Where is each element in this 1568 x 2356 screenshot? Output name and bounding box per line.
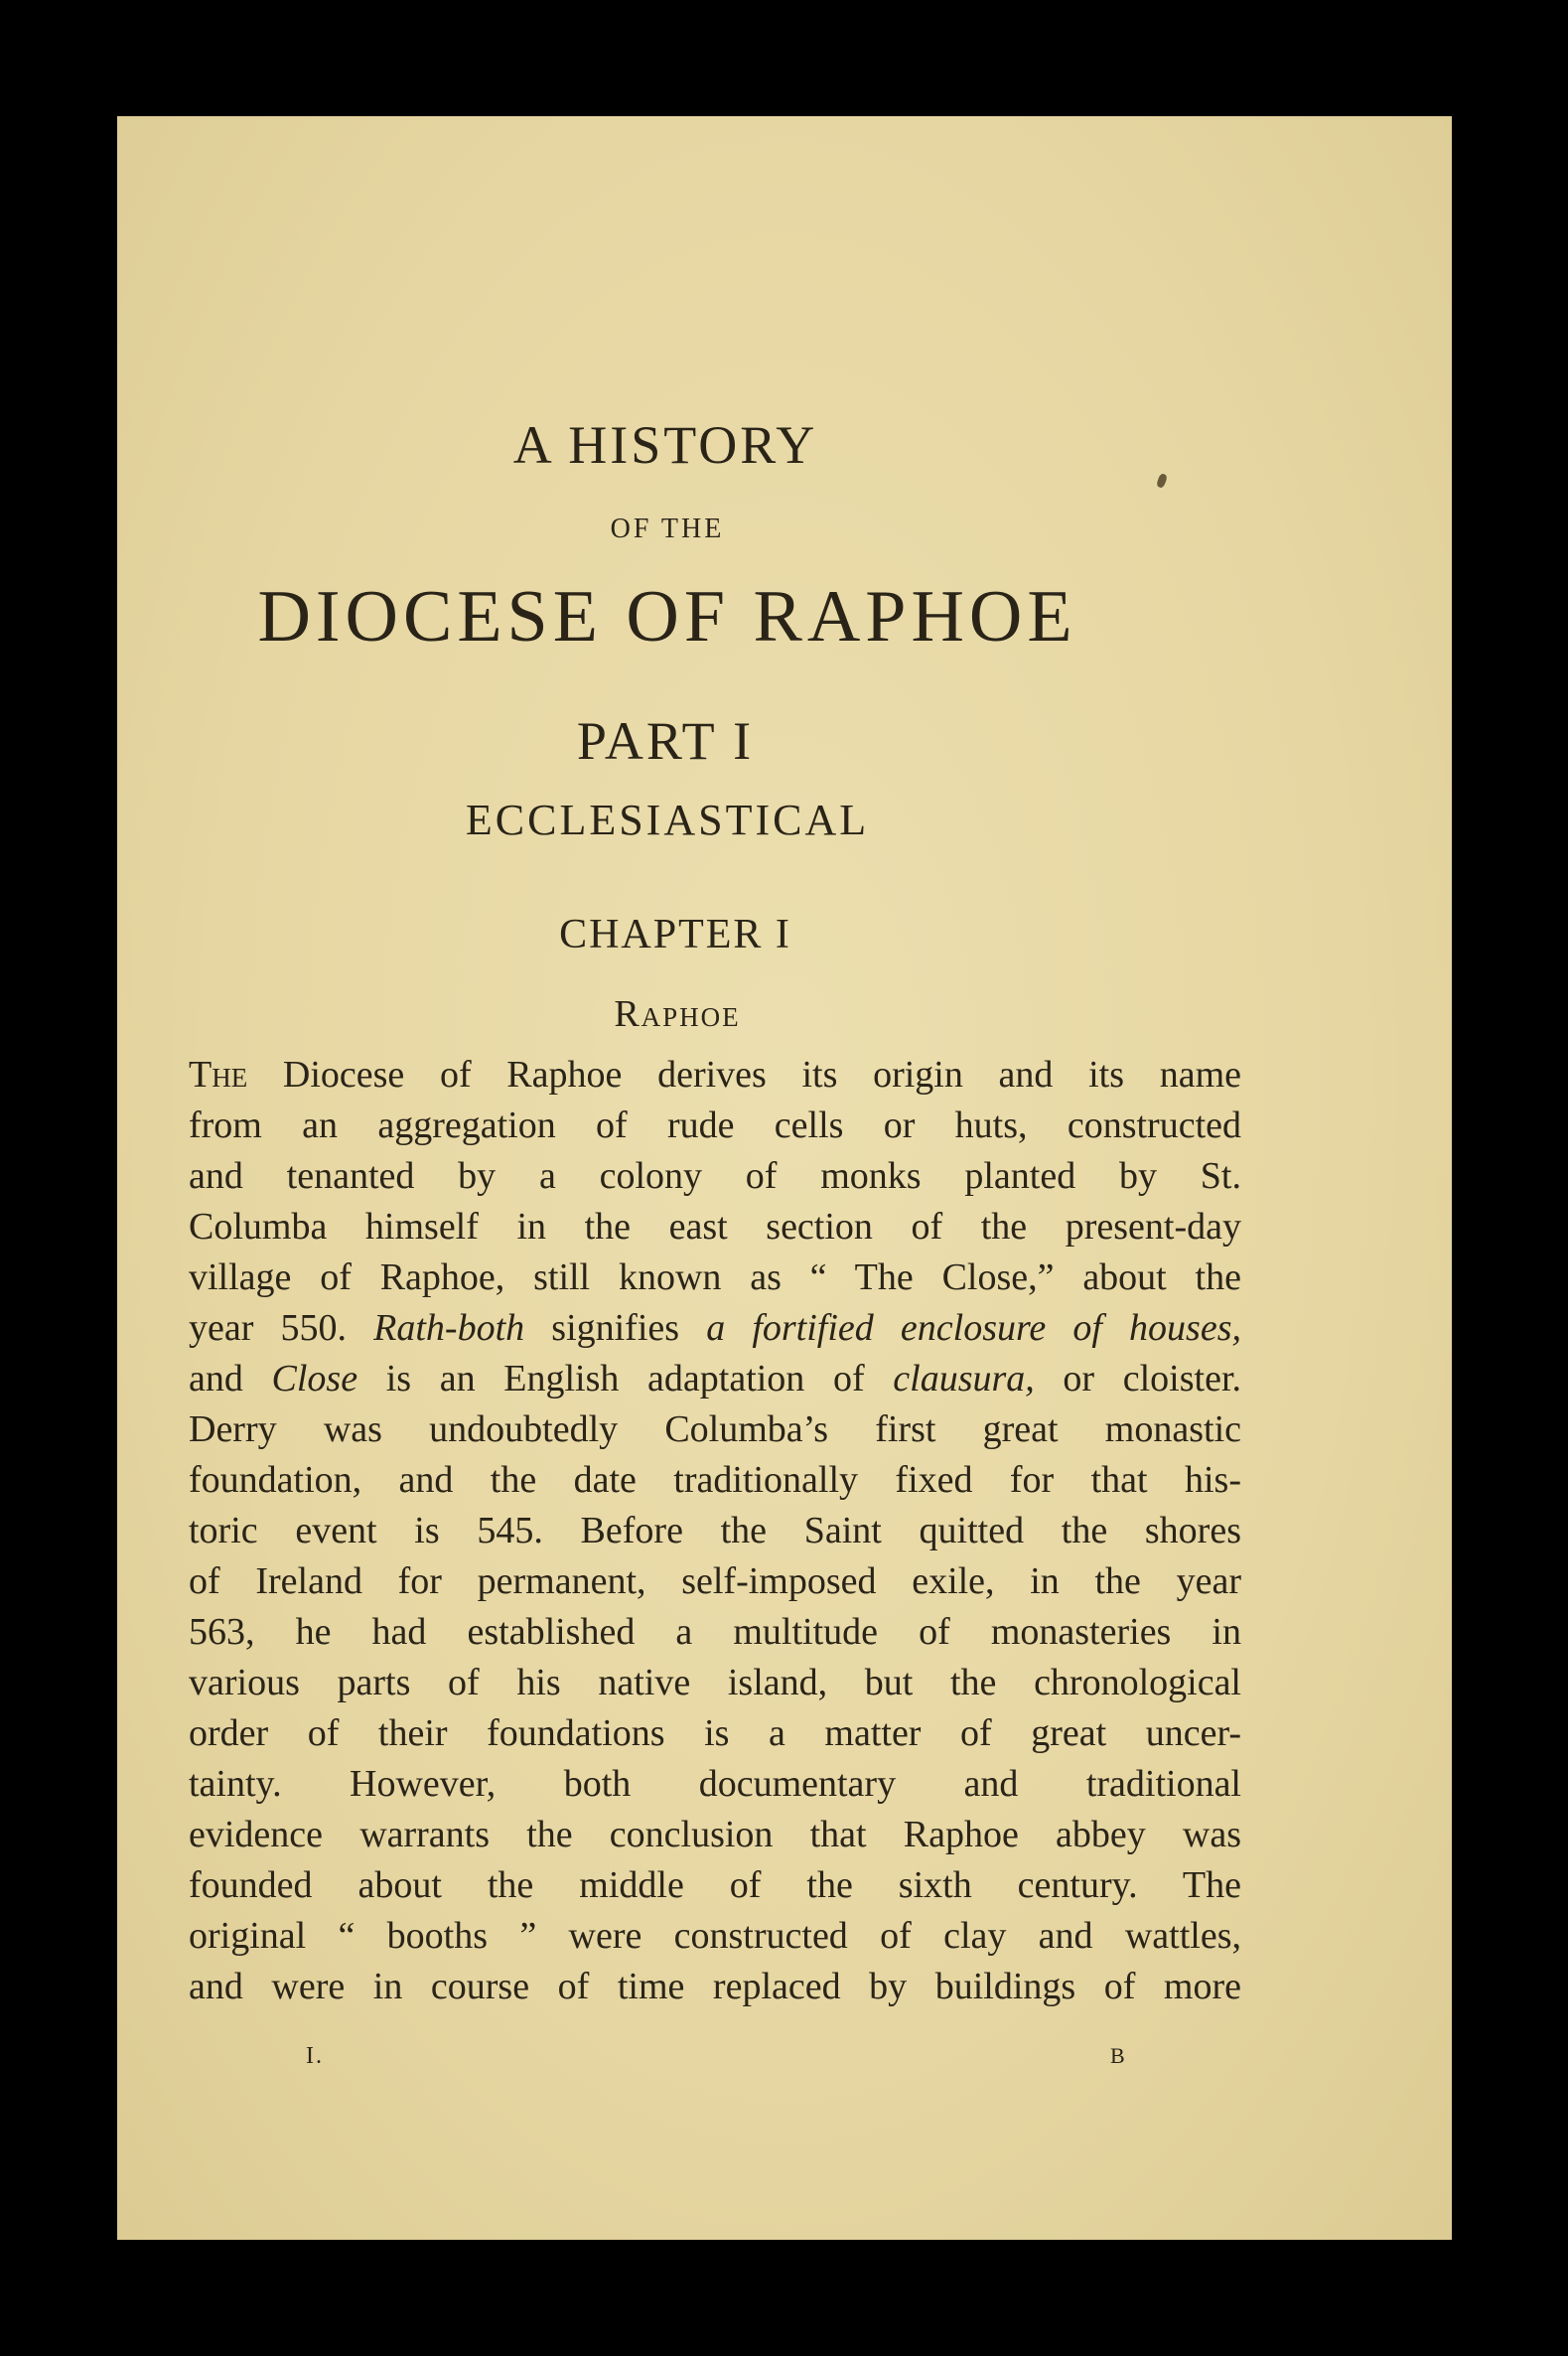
body-line: original “ booths ” were constructed of clay and wattles, [189, 1915, 1241, 1957]
body-line: order of their foundations is a matter of great uncer- [189, 1712, 1241, 1754]
body-line-text: signifies [524, 1307, 707, 1349]
body-line-text: Diocese of Raphoe derives its origin and its name [247, 1054, 1241, 1096]
body-line [189, 1050, 1241, 1101]
body-line: 563, he had established a multitude of monasteries in [189, 1611, 1241, 1653]
body-line: Derry was undoubtedly Columba’s first great monastic [189, 1408, 1241, 1450]
body-line-text: is an English adaptation of [357, 1358, 894, 1399]
italic-term: clausura, [893, 1358, 1035, 1399]
first-word: The [189, 1054, 248, 1096]
body-line: toric event is 545. Before the Saint quitted the shores [189, 1510, 1241, 1551]
title-line-2: OF THE [610, 514, 725, 544]
book-page [117, 116, 1452, 2240]
italic-term: a fortified enclosure of houses, [706, 1307, 1241, 1349]
body-line: various parts of his native island, but the chronological [189, 1662, 1241, 1703]
body-line: Columba himself in the east section of the present-day [189, 1206, 1241, 1248]
part-heading: PART I [576, 711, 755, 771]
italic-term: Rath-both [373, 1307, 525, 1349]
signature-mark-left: I. [306, 2043, 324, 2069]
chapter-title: Raphoe [614, 993, 741, 1035]
body-line: founded about the middle of the sixth century. The [189, 1864, 1241, 1906]
body-line: and tenanted by a colony of monks planted by St. [189, 1155, 1241, 1197]
part-subtitle: ECCLESIASTICAL [465, 796, 870, 844]
italic-term: Close [271, 1358, 358, 1399]
body-line-text: and [189, 1358, 272, 1399]
body-line-text: year 550. [189, 1307, 374, 1349]
body-line: evidence warrants the conclusion that Raphoe abbey was [189, 1814, 1241, 1855]
signature-mark-right: B [1110, 2043, 1127, 2068]
body-line [189, 1354, 1241, 1404]
body-line: and were in course of time replaced by buildings of more [189, 1966, 1241, 2007]
body-line: of Ireland for permanent, self-imposed exile, in the year [189, 1560, 1241, 1602]
body-line-text: or cloister. [1034, 1358, 1241, 1399]
title-line-1: A HISTORY [512, 415, 818, 475]
chapter-heading: CHAPTER I [559, 912, 791, 957]
title-line-3: DIOCESE OF RAPHOE [257, 576, 1077, 658]
body-line: village of Raphoe, still known as “ The Close,” about the [189, 1256, 1241, 1298]
body-line: foundation, and the date traditionally fixed for that his- [189, 1459, 1241, 1501]
body-line: tainty. However, both documentary and traditional [189, 1763, 1241, 1805]
body-text [189, 1050, 1241, 2012]
body-line [189, 1303, 1241, 1354]
body-line: from an aggregation of rude cells or huts, constructed [189, 1104, 1241, 1146]
